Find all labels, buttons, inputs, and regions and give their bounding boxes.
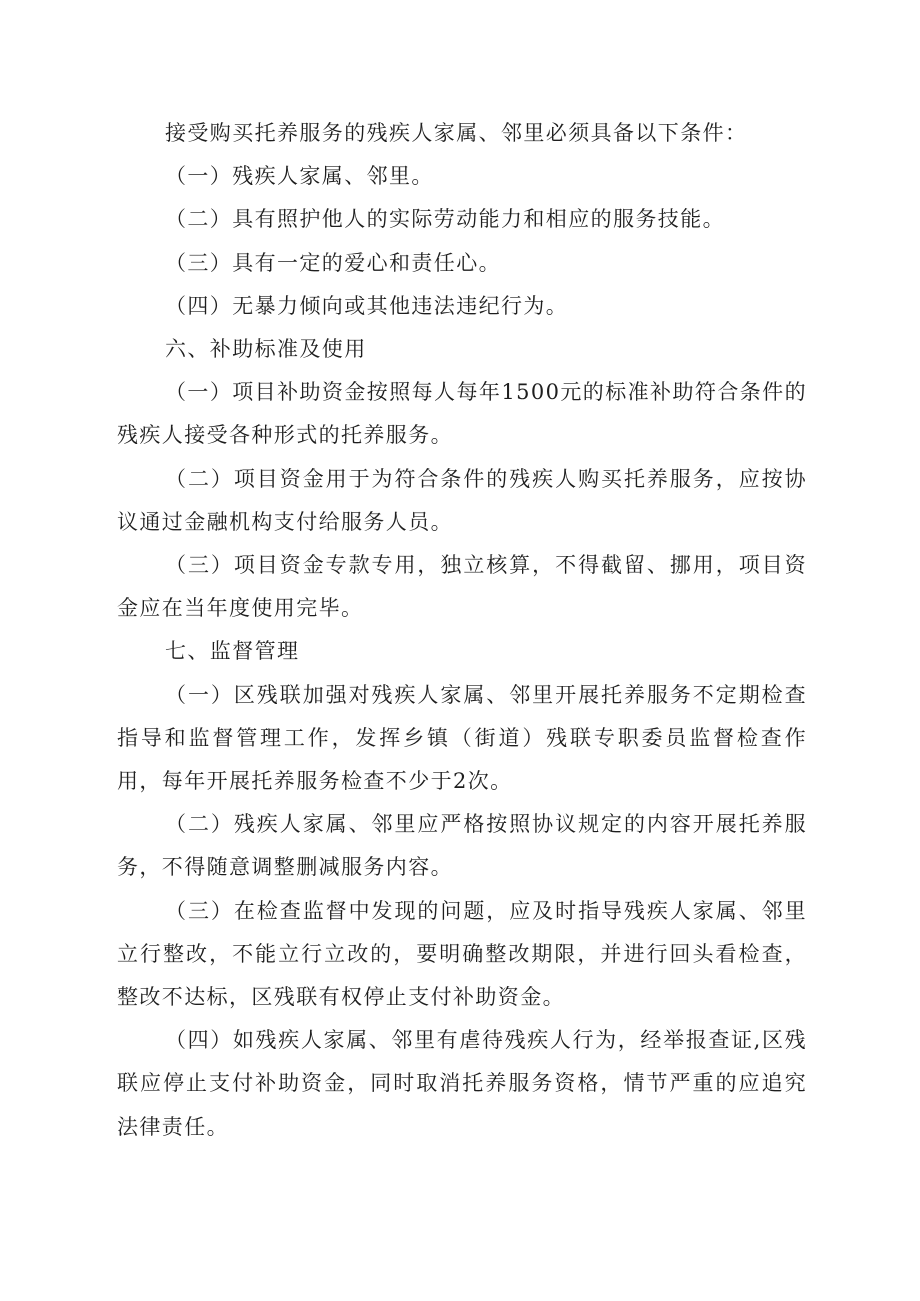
intro-paragraph: 接受购买托养服务的残疾人家属、邻里必须具备以下条件： [165,121,748,145]
document-body [117,112,807,1149]
condition-item-4: （四）无暴力倾向或其他违法违纪行为。 [165,293,569,318]
condition-item-2: （二）具有照护他人的实际劳动能力和相应的服务技能。 [165,207,725,232]
section-6-item-1: （一）项目补助资金按照每人每年1500元的标准补助符合条件的残疾人接受各种形式的托养服务。 [117,380,807,448]
section-7-item-1: （一）区残联加强对残疾人家属、邻里开展托养服务不定期检查指导和监督管理工作，发挥乡镇（街道）残联专职委员监督检查作用，每年开展托养服务检查不少于2次。 [117,682,807,794]
section-7-item-2: （二）残疾人家属、邻里应严格按照协议规定的内容开展托养服务，不得随意调整删减服务内容。 [117,812,807,880]
condition-item-3: （三）具有一定的爱心和责任心。 [165,250,501,275]
section-7-item-4: （四）如残疾人家属、邻里有虐待残疾人行为，经举报查证,区残联应停止支付补助资金，同时取消托养服务资格，情节严重的应追究法律责任。 [117,1028,807,1139]
condition-item-1: （一）残疾人家属、邻里。 [165,164,434,189]
section-6-item-3: （三）项目资金专款专用，独立核算，不得截留、挪用，项目资金应在当年度使用完毕。 [117,553,807,621]
section-7-item-3: （三）在检查监督中发现的问题，应及时指导残疾人家属、邻里立行整改，不能立行立改的，要明确整改期限，并进行回头看检查，整改不达标，区残联有权停止支付补助资金。 [117,898,807,1010]
section-7-heading: 七、监督管理 [165,639,300,664]
section-6-heading: 六、补助标准及使用 [165,337,367,362]
section-6-item-2: （二）项目资金用于为符合条件的残疾人购买托养服务，应按协议通过金融机构支付给服务人员。 [117,466,807,534]
